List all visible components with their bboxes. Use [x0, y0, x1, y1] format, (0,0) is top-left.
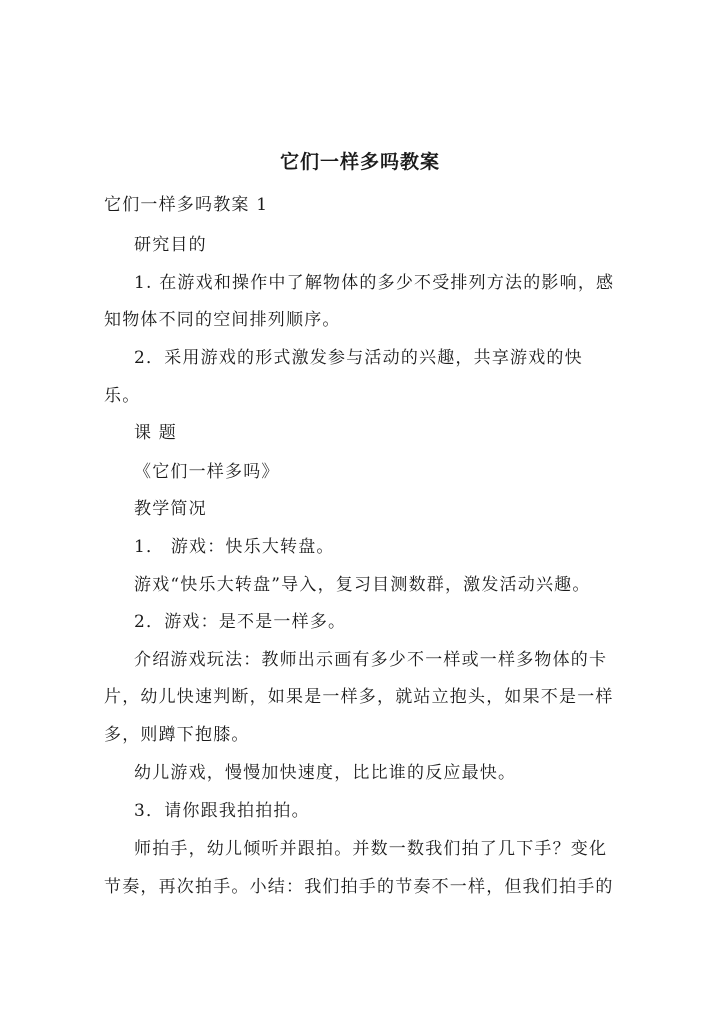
paragraph-line: 1． 游戏：快乐大转盘。 — [134, 537, 335, 557]
paragraph-line: 2．采用游戏的形式激发参与活动的兴趣，共享游戏的快 — [134, 348, 583, 368]
paragraph-line: 3．请你跟我拍拍拍。 — [134, 801, 310, 821]
paragraph-line: 节奏，再次拍手。小结：我们拍手的节奏不一样，但我们拍手的 — [104, 877, 614, 897]
paragraph-line: 片，幼儿快速判断，如果是一样多，就站立抱头，如果不是一样 — [104, 687, 614, 707]
paragraph-line: 游戏“快乐大转盘”导入，复习目测数群，激发活动兴趣。 — [134, 575, 591, 595]
paragraph-line: 介绍游戏玩法：教师出示画有多少不一样或一样多物体的卡 — [134, 650, 608, 670]
paragraph-line: 1. 在游戏和操作中了解物体的多少不受排列方法的影响，感 — [134, 273, 615, 293]
section-heading: 它们一样多吗教案 1 — [104, 195, 269, 215]
paragraph-line: 《它们一样多吗》 — [134, 462, 280, 482]
paragraph-line: 研究目的 — [134, 235, 207, 255]
paragraph-line: 师拍手，幼儿倾听并跟拍。并数一数我们拍了几下手？变化 — [134, 839, 608, 859]
paragraph-line: 知物体不同的空间排列顺序。 — [104, 310, 341, 330]
paragraph-line: 教学简况 — [134, 499, 207, 519]
document-title: 它们一样多吗教案 — [279, 151, 440, 173]
paragraph-line: 乐。 — [104, 386, 141, 406]
paragraph-line: 2．游戏：是不是一样多。 — [134, 612, 347, 632]
paragraph-line: 幼儿游戏，慢慢加快速度，比比谁的反应最快。 — [134, 763, 517, 783]
paragraph-line: 课 题 — [134, 423, 178, 443]
paragraph-line: 多，则蹲下抱膝。 — [104, 725, 250, 745]
